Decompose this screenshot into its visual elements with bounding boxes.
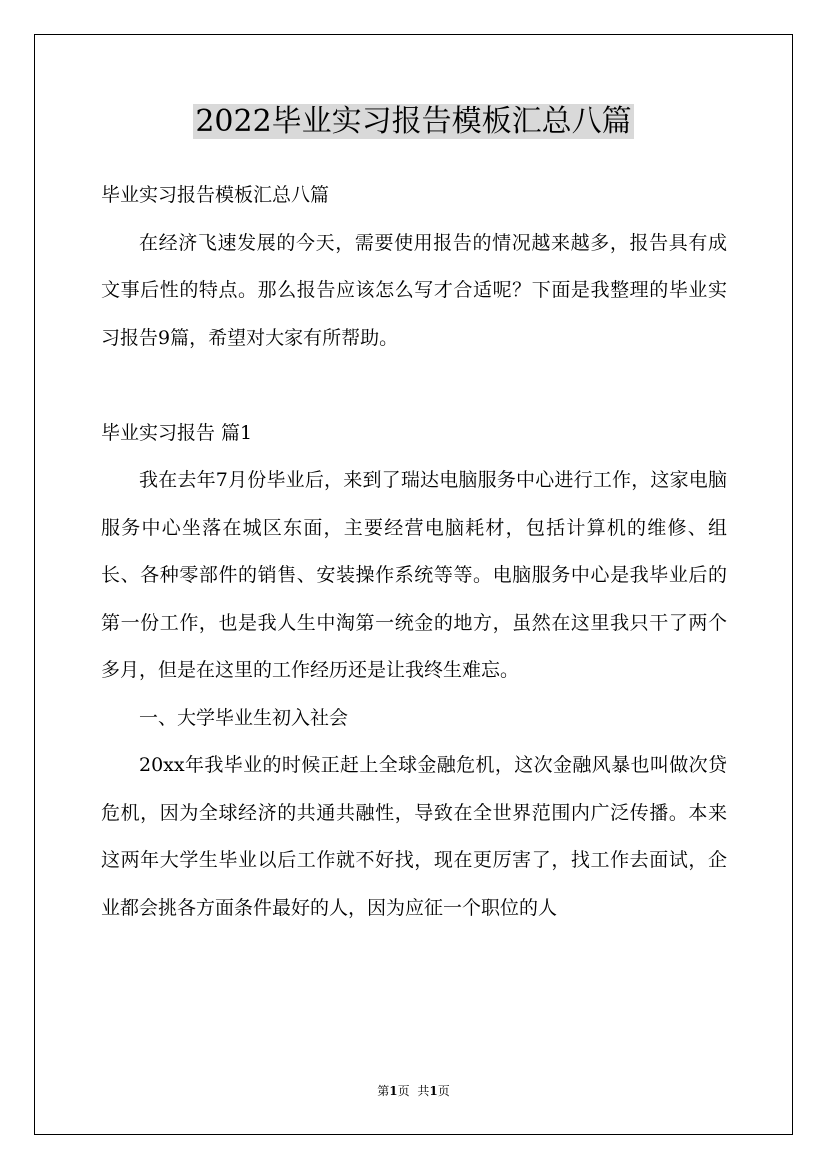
page-suffix: 页 [397, 1084, 410, 1098]
intro-paragraph: 在经济飞速发展的今天，需要使用报告的情况越来越多，报告具有成文事后性的特点。那么报告应该怎么写才合适呢？下面是我整理的毕业实习报告9篇，希望对大家有所帮助。 [101, 231, 727, 349]
total-pages: 1 [429, 1084, 438, 1098]
body-paragraph: 我在去年7月份毕业后，来到了瑞达电脑服务中心进行工作，这家电脑服务中心坐落在城区东面，主要经营电脑耗材，包括计算机的维修、组长、各种零部件的销售、安装操作系统等等。电脑服务中心是我毕业后的第一份工作，也是我人生中淘第一统金的地方，虽然在这里我只干了两个多月，但是在这里的工作经历还是让我终生难忘。 [101, 469, 727, 681]
total-suffix: 页 [437, 1084, 450, 1098]
paragraph-gap [101, 362, 727, 410]
page-number: 1 [389, 1084, 398, 1098]
page-prefix: 第 [377, 1084, 390, 1098]
subtitle: 毕业实习报告模板汇总八篇 [101, 184, 330, 206]
total-prefix: 共 [417, 1084, 430, 1098]
section-heading: 毕业实习报告 篇1 [101, 421, 253, 444]
document-body [101, 172, 727, 932]
subsection-heading: 一、大学毕业生初入社会 [139, 706, 349, 729]
page-footer [0, 1082, 827, 1100]
body-paragraph: 20xx年我毕业的时候正赶上全球金融危机，这次金融风暴也叫做次贷危机，因为全球经济的共通共融性，导致在全世界范围内广泛传播。本来这两年大学生毕业以后工作就不好找，现在更厉害了，找工作去面试，企业都会挑各方面条件最好的人，因为应征一个职位的人 [101, 754, 727, 919]
document-title [0, 100, 827, 144]
document-title-text: 2022毕业实习报告模板汇总八篇 [195, 104, 632, 139]
